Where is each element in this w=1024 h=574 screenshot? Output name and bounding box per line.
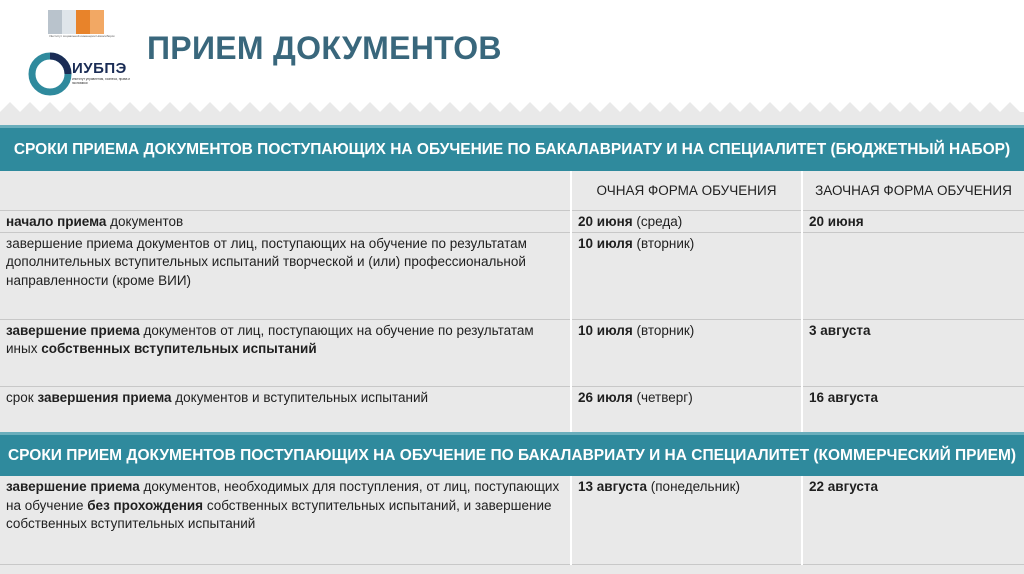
row-description — [0, 386, 571, 432]
date-value: 13 августа — [578, 479, 647, 494]
row-description — [0, 210, 571, 232]
part-time-date — [802, 386, 1024, 432]
date-value: 10 июля — [578, 322, 633, 338]
page-title: ПРИЕМ ДОКУМЕНТОВ — [147, 30, 502, 66]
date-value: 10 июля — [578, 235, 633, 251]
budget-section-heading: СРОКИ ПРИЕМА ДОКУМЕНТОВ ПОСТУПАЮЩИХ НА ОБУЧЕНИЕ ПО БАКАЛАВРИАТУ И НА СПЕЦИАЛИТЕТ (БЮДЖЕТНЫЙ НАБОР) — [0, 125, 1024, 171]
part-time-date — [802, 319, 1024, 386]
desc-text: срок — [6, 389, 38, 405]
date-value: 20 июня — [578, 213, 633, 229]
date-note: (понедельник) — [647, 479, 740, 494]
part-time-date — [802, 210, 1024, 232]
institute-logo — [46, 10, 118, 44]
row-description — [0, 232, 571, 319]
desc-bold: завершения приема — [37, 389, 172, 405]
desc-text: документов — [106, 213, 184, 229]
desc-text: документов от лиц, поступающих на обучение по результатам иных — [6, 322, 534, 356]
date-value: 16 августа — [809, 389, 878, 405]
date-value: 26 июля — [578, 389, 633, 405]
header-empty-cell — [0, 171, 571, 210]
date-value: 22 августа — [809, 479, 878, 494]
row-description — [0, 476, 571, 564]
desc-text: документов, необходимых для поступления, от лиц, поступающих на обучение — [6, 479, 560, 513]
desc-bold: завершение приема — [6, 479, 140, 494]
iubpe-logo — [28, 50, 138, 102]
date-note: (среда) — [632, 213, 683, 229]
header-area — [0, 0, 1024, 112]
row-description — [0, 319, 571, 386]
ring-logo-icon — [28, 50, 72, 98]
part-time-date — [802, 232, 1024, 319]
table-row — [0, 476, 1024, 564]
logo-small-text: Институт социальной инженерии Новосибирск — [49, 35, 115, 38]
commercial-section-heading: СРОКИ ПРИЕМ ДОКУМЕНТОВ ПОСТУПАЮЩИХ НА ОБУЧЕНИЕ ПО БАКАЛАВРИАТУ И НА СПЕЦИАЛИТЕТ (КОММЕРЧЕСКИЙ ПРИЕМ) — [0, 432, 1024, 476]
column-header-full-time: ОЧНАЯ ФОРМА ОБУЧЕНИЯ — [571, 171, 802, 210]
full-time-date — [571, 319, 802, 386]
date-note: (четверг) — [632, 389, 693, 405]
full-time-date — [571, 210, 802, 232]
date-note: (вторник) — [632, 322, 695, 338]
logo-subtitle: институт управления, бизнеса, права и экономики — [72, 78, 131, 85]
table-row — [0, 210, 1024, 232]
desc-text: собственных вступительных испытаний, и завершение собственных вступительных испытаний — [6, 497, 552, 531]
logo-mark-icon — [48, 10, 106, 34]
column-header-part-time: ЗАОЧНАЯ ФОРМА ОБУЧЕНИЯ — [802, 171, 1024, 210]
full-time-date — [571, 476, 802, 564]
date-note: (вторник) — [632, 235, 695, 251]
date-value: 20 июня — [809, 213, 864, 229]
part-time-date — [802, 476, 1024, 564]
table-row — [0, 319, 1024, 386]
desc-bold-2: без прохождения — [87, 497, 204, 513]
full-time-date — [571, 232, 802, 319]
desc-bold: начало приема — [6, 213, 107, 229]
desc-text: завершение приема документов от лиц, поступающих на обучение по результатам дополнительных вступительных испытаний творческой и (или) профессиональной направленности (кроме ВИИ) — [6, 235, 527, 288]
desc-text: документов и вступительных испытаний — [171, 389, 429, 405]
desc-bold-2: собственных вступительных испытаний — [41, 341, 317, 356]
desc-bold: завершение приема — [6, 322, 140, 338]
date-value: 3 августа — [809, 322, 871, 338]
table-row — [0, 386, 1024, 432]
zigzag-edge — [0, 96, 1024, 112]
budget-table — [0, 171, 1024, 433]
table-header-row — [0, 171, 1024, 210]
logo-name: ИУБПЭ — [72, 60, 127, 77]
commercial-table — [0, 476, 1024, 565]
table-row — [0, 232, 1024, 319]
full-time-date — [571, 386, 802, 432]
